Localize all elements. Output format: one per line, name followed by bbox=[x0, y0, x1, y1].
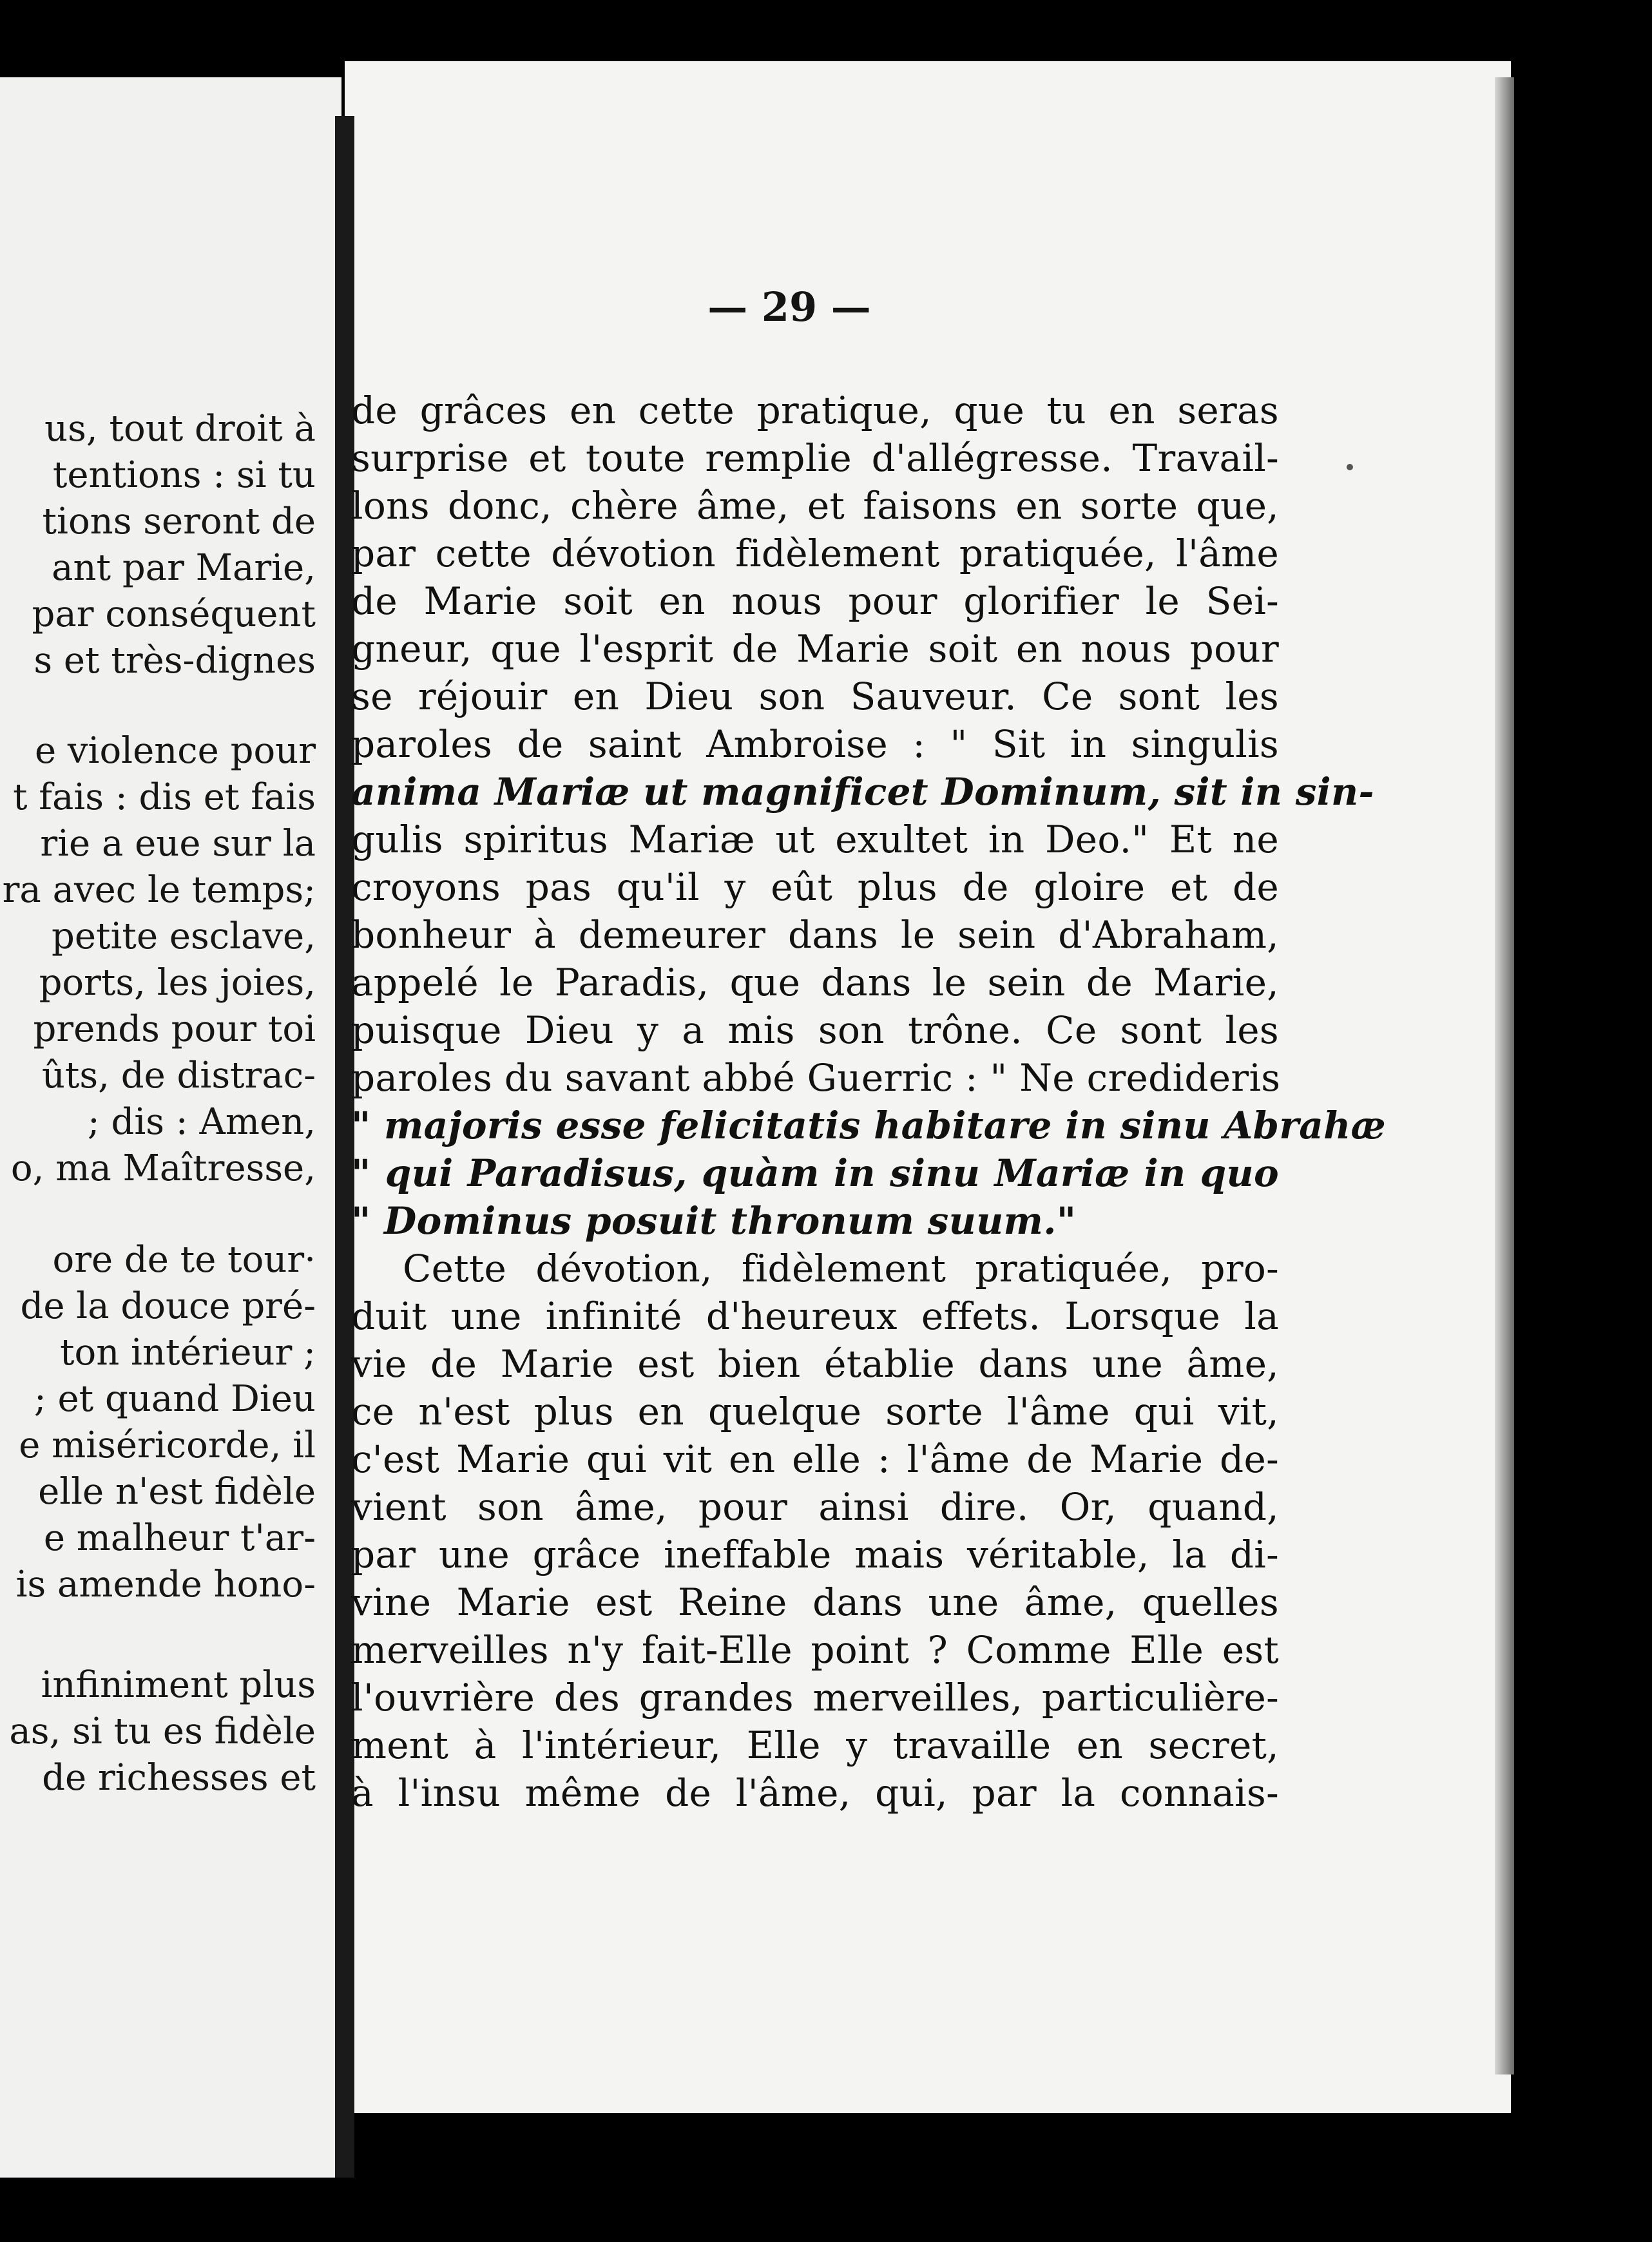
speck-mark bbox=[1347, 464, 1353, 470]
text-line: vine Marie est Reine dans une âme, quelles bbox=[351, 1580, 1279, 1624]
left-line: s et très-dignes bbox=[34, 640, 316, 682]
left-line: ore de te tour· bbox=[52, 1239, 316, 1281]
text-line: gulis spiritus Mariæ ut exultet in Deo." Et ne bbox=[351, 818, 1279, 861]
text-line: ment à l'intérieur, Elle y travaille en secret, bbox=[351, 1723, 1279, 1767]
text-line: duit une infinité d'heureux effets. Lorsque la bbox=[351, 1294, 1279, 1338]
text-line: gneur, que l'esprit de Marie soit en nous pour bbox=[351, 627, 1279, 671]
left-line: de la douce pré- bbox=[20, 1285, 316, 1327]
left-line: prends pour toi bbox=[33, 1008, 316, 1050]
text-line: appelé le Paradis, que dans le sein de Marie, bbox=[351, 961, 1279, 1004]
latin-quote-line: anima Mariæ ut magnificet Dominum, sit in sin- bbox=[351, 770, 1374, 814]
left-line: ; et quand Dieu bbox=[34, 1378, 316, 1420]
text-line: de grâces en cette pratique, que tu en seras bbox=[351, 388, 1279, 432]
left-line: rie a eue sur la bbox=[40, 823, 316, 865]
left-line: ra avec le temps; bbox=[2, 869, 316, 911]
left-line: ton intérieur ; bbox=[59, 1332, 316, 1374]
text-line: vie de Marie est bien établie dans une âme, bbox=[351, 1342, 1279, 1386]
text-line: croyons pas qu'il y eût plus de gloire et de bbox=[351, 865, 1279, 909]
latin-quote-line: " Dominus posuit thronum suum." bbox=[351, 1199, 1077, 1243]
left-line: is amende hono- bbox=[15, 1564, 316, 1605]
latin-quote-line: " qui Paradisus, quàm in sinu Mariæ in quo bbox=[351, 1151, 1279, 1195]
text-line: bonheur à demeurer dans le sein d'Abraham, bbox=[351, 913, 1279, 957]
left-line: ûts, de distrac- bbox=[41, 1055, 316, 1097]
left-line: tions seront de bbox=[42, 501, 316, 542]
page-edge-shadow bbox=[1495, 77, 1514, 2074]
text-line: c'est Marie qui vit en elle : l'âme de Marie de- bbox=[351, 1437, 1279, 1481]
left-line: ports, les joies, bbox=[39, 962, 316, 1004]
text-line: merveilles n'y fait-Elle point ? Comme Elle est bbox=[351, 1628, 1279, 1672]
text-line: paroles du savant abbé Guerric : " Ne credideris bbox=[351, 1056, 1281, 1100]
left-page bbox=[0, 77, 341, 2178]
left-line: e violence pour bbox=[34, 730, 316, 772]
left-line: ; dis : Amen, bbox=[87, 1101, 316, 1143]
text-line: par cette dévotion fidèlement pratiquée, l'âme bbox=[351, 532, 1279, 575]
text-line: ce n'est plus en quelque sorte l'âme qui vit, bbox=[351, 1390, 1279, 1433]
latin-quote-line: " majoris esse felicitatis habitare in sinu Abrahæ bbox=[351, 1104, 1386, 1147]
body-text bbox=[351, 387, 1386, 1817]
left-line: as, si tu es fidèle bbox=[9, 1710, 316, 1752]
left-line: o, ma Maîtresse, bbox=[10, 1147, 316, 1189]
left-line: elle n'est fidèle bbox=[38, 1471, 316, 1513]
left-line: tentions : si tu bbox=[52, 454, 316, 496]
left-line: t fais : dis et fais bbox=[12, 776, 316, 818]
text-line: surprise et toute remplie d'allégresse. Travail- bbox=[351, 436, 1279, 480]
text-line: par une grâce ineffable mais véritable, la di- bbox=[351, 1533, 1279, 1576]
left-line: par conséquent bbox=[32, 593, 316, 635]
page-number: — 29 — bbox=[707, 283, 871, 331]
text-line: puisque Dieu y a mis son trône. Ce sont les bbox=[351, 1008, 1279, 1052]
left-line: us, tout droit à bbox=[44, 408, 316, 450]
text-line: se réjouir en Dieu son Sauveur. Ce sont les bbox=[351, 675, 1279, 718]
text-line: l'ouvrière des grandes merveilles, particulière- bbox=[351, 1676, 1279, 1720]
left-line: e malheur t'ar- bbox=[43, 1517, 316, 1559]
left-line: infiniment plus bbox=[41, 1664, 316, 1706]
text-line: vient son âme, pour ainsi dire. Or, quand, bbox=[351, 1485, 1279, 1529]
text-line: à l'insu même de l'âme, qui, par la connais- bbox=[351, 1771, 1279, 1815]
left-line: petite esclave, bbox=[52, 915, 316, 957]
left-line: e miséricorde, il bbox=[19, 1424, 316, 1466]
left-line: de richesses et bbox=[42, 1757, 316, 1799]
text-line: de Marie soit en nous pour glorifier le Sei- bbox=[351, 579, 1279, 623]
text-line: paroles de saint Ambroise : " Sit in singulis bbox=[351, 722, 1279, 766]
paragraph-start-line: Cette dévotion, fidèlement pratiquée, pro- bbox=[403, 1247, 1279, 1290]
text-line: lons donc, chère âme, et faisons en sorte que, bbox=[351, 484, 1279, 528]
left-line: ant par Marie, bbox=[52, 547, 316, 589]
